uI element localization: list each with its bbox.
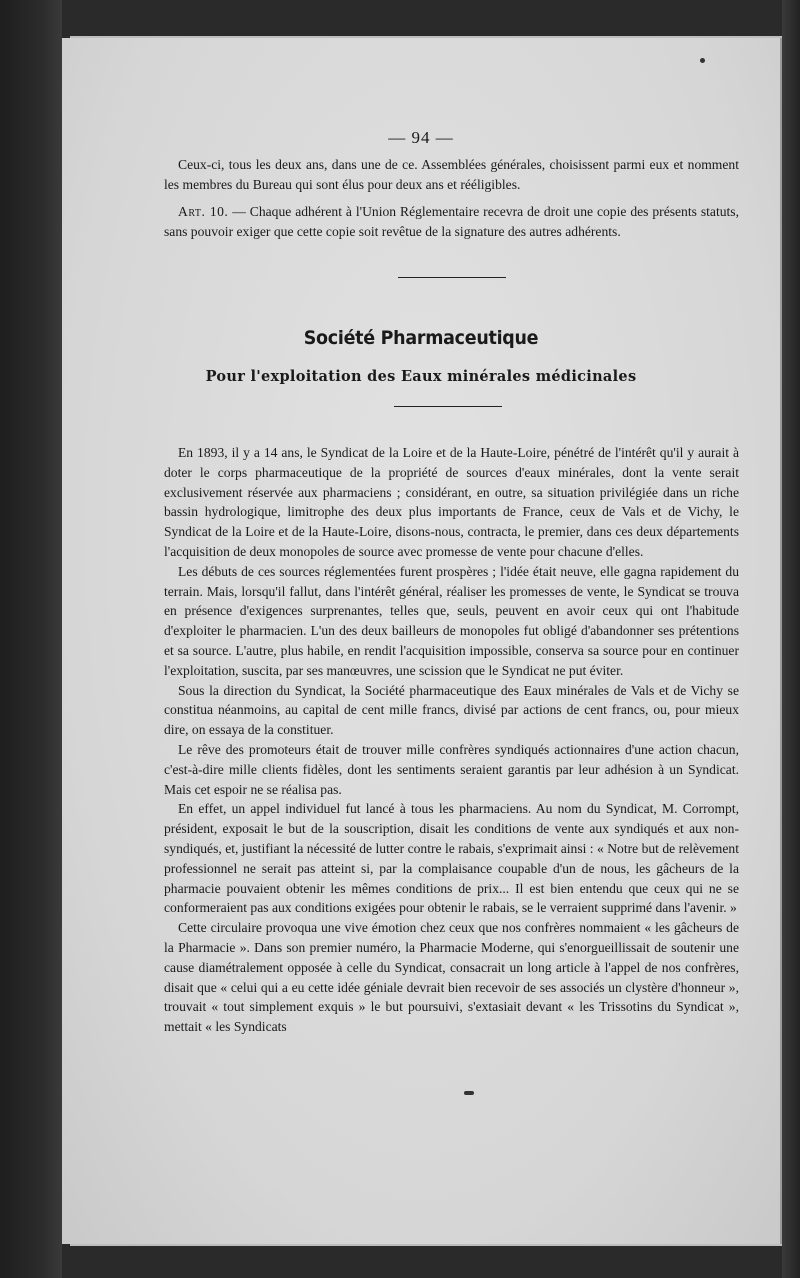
section-heading: Société Pharmaceutique	[303, 327, 539, 349]
book-spine-edge	[782, 0, 800, 1278]
body-paragraph-1: En 1893, il y a 14 ans, le Syndicat de la Loire et de la Haute-Loire, pénétré de l'intérêt qu'il y aurait à doter le corps pharmaceutique de la propriété de sources d'eaux minérales, dont la vente serait exclusivement réservée aux pharmaciens ; considérant, en outre, sa situation privilégiée dans un riche bassin hydrologique, limitrophe des deux plus importants de France, ceux de Vals et de Vichy, le Syndicat de la Loire et de la Haute-Loire, disons-nous, contracta, le premier, dans ces deux départements l'acquisition de deux monopoles de source avec promesse de vente pour chacune d'elles.	[164, 445, 739, 559]
article-block	[164, 202, 739, 242]
page-number: — 94 —	[388, 128, 454, 147]
article-text: — Chaque adhérent à l'Union Réglementaire recevra de droit une copie des présents statuts, sans pouvoir exiger que cette copie soit revêtue de la signature des autres adhérents.	[164, 204, 739, 239]
ink-speck	[700, 58, 705, 63]
article-paragraph	[164, 202, 739, 242]
ink-mark	[464, 1091, 474, 1095]
body-paragraph-3: Sous la direction du Syndicat, la Société pharmaceutique des Eaux minérales de Vals et de Vichy se constitua néanmoins, au capital de cent mille francs, divisé par actions de cent francs, ou, pour mieux dire, on essaya de la constituer.	[164, 682, 739, 738]
article-label: Art. 10.	[178, 204, 229, 219]
section-divider-bottom	[394, 406, 502, 407]
body-paragraph-5: En effet, un appel individuel fut lancé à tous les pharmaciens. Au nom du Syndicat, M. Corrompt, président, exposait le but de la souscription, disait les conditions de vente aux syndiqués et aux non-syndiqués, et, justifiant la nécessité de lutter contre le rabais, s'exprimait ainsi : « Notre but de relèvement professionnel ne serait pas atteint si, par la complaisance coupable d'un de nous, les gâcheurs de la pharmacie pouvaient obtenir les mêmes conditions de prix... Il est bien entendu que ceux qui ne se conformeraient pas aux conditions exigées pour obtenir le rabais, se le verraient supprimé dans l'avenir. »	[164, 801, 739, 916]
body-paragraph-4: Le rêve des promoteurs était de trouver mille confrères syndiqués actionnaires d'une action chacun, c'est-à-dire mille clients fidèles, dont les sentiments seraient garantis par leur adhésion à un Syndicat. Mais cet espoir ne se réalisa pas.	[164, 741, 739, 797]
body-paragraph-2: Les débuts de ces sources réglementées furent prospères ; l'idée était neuve, elle gagna rapidement du terrain. Mais, lorsqu'il fallut, dans l'intérêt général, réaliser les promesses de vente, le Syndicat se trouva en présence d'exigences surprenantes, telles que, seuls, peuvent en avoir ceux qui ont l'habitude d'exploiter le pharmacien. L'un des deux bailleurs de monopoles fut obligé d'abandonner ses prétentions et sa source. L'autre, plus habile, en rendit l'acquisition impossible, conserva sa source pour en continuer l'exploitation, suscita, par ses manœuvres, une scission que le Syndicat ne put éviter.	[164, 563, 739, 678]
intro-text-block	[164, 155, 739, 195]
body-text-block	[164, 443, 739, 1037]
body-paragraph-6: Cette circulaire provoqua une vive émotion chez ceux que nos confrères nommaient « les gâcheurs de la Pharmacie ». Dans son premier numéro, la Pharmacie Moderne, qui s'enorgueillissait de soutenir une cause diamétralement opposée à celle du Syndicat, consacrait un long article à l'appel de nos confrères, disait que « celui qui a eu cette idée géniale devrait bien recevoir de ses associés un clystère d'honneur », trouvait « tout simplement exquis » le but poursuivi, s'extasiait devant « les Trissotins du Syndicat », mettait « les Syndicats	[164, 920, 739, 1035]
scan-background-left	[0, 0, 62, 1278]
document-page	[62, 38, 780, 1244]
intro-paragraph: Ceux-ci, tous les deux ans, dans une de ce. Assemblées générales, choisissent parmi eux et nomment les membres du Bureau qui sont élus pour deux ans et rééligibles.	[164, 157, 739, 192]
section-divider-top	[398, 277, 506, 278]
section-subheading: Pour l'exploitation des Eaux minérales médicinales	[205, 368, 637, 385]
